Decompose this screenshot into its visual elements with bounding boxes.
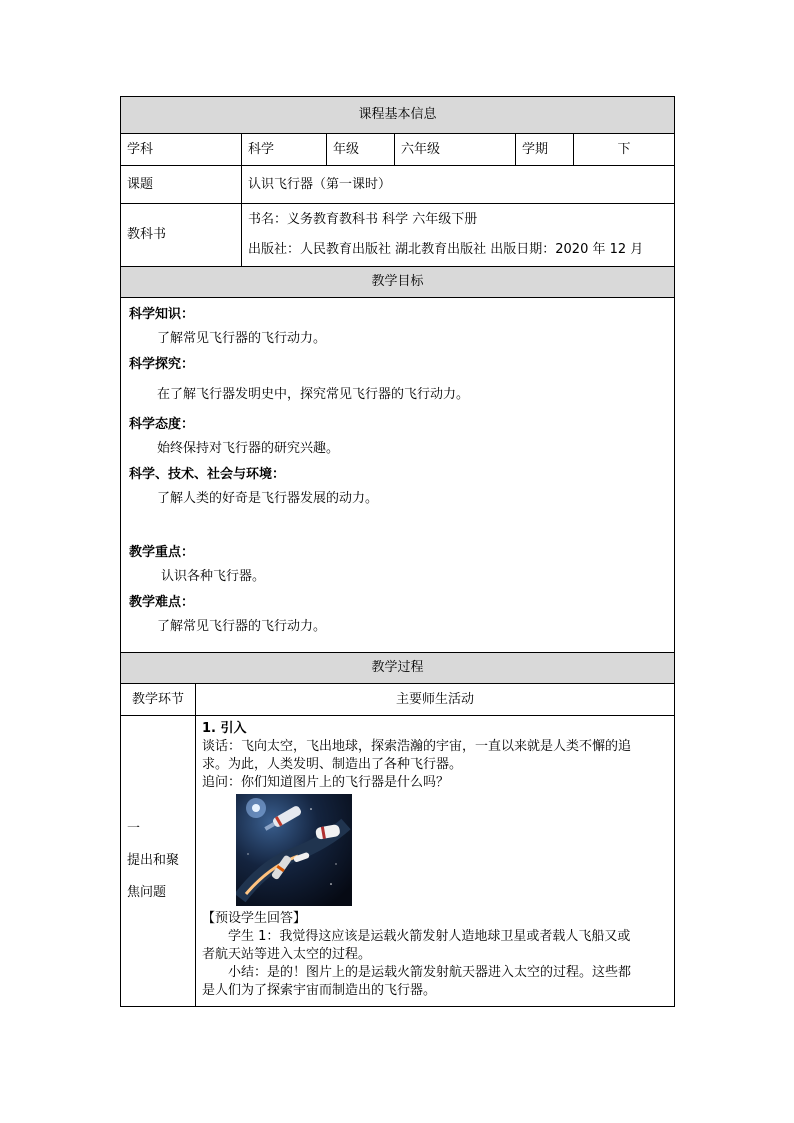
subject-value: 科学 bbox=[242, 134, 327, 166]
textbook-label: 教科书 bbox=[121, 204, 242, 267]
textbook-info bbox=[242, 204, 675, 267]
topic-label: 课题 bbox=[121, 166, 242, 204]
stage-title-line2: 焦问题 bbox=[127, 885, 167, 900]
basic-info-header: 课程基本信息 bbox=[121, 97, 675, 134]
goals-content bbox=[121, 298, 675, 653]
talk-line2: 求。为此，人类发明、制造出了各种飞行器。 bbox=[202, 757, 463, 772]
activity-cell bbox=[196, 716, 675, 1007]
inquiry-label: 科学探究： bbox=[129, 357, 195, 372]
grade-label: 年级 bbox=[327, 134, 395, 166]
term-value: 下 bbox=[574, 134, 675, 166]
talk-line1: 谈话：飞向太空，飞出地球，探索浩瀚的宇宙，一直以来就是人类不懈的追 bbox=[202, 739, 632, 754]
topic-value: 认识飞行器（第一课时） bbox=[242, 166, 675, 204]
goals-header: 教学目标 bbox=[121, 267, 675, 298]
stse-text: 了解人类的好奇是飞行器发展的动力。 bbox=[157, 491, 379, 506]
summary-line1: 小结：是的！图片上的是运载火箭发射航天器进入太空的过程。这些都 bbox=[228, 965, 632, 980]
key-point-label: 教学重点： bbox=[129, 545, 195, 560]
summary-line2: 是人们为了探索宇宙而制造出的飞行器。 bbox=[202, 983, 437, 998]
subject-label: 学科 bbox=[121, 134, 242, 166]
term-label: 学期 bbox=[516, 134, 574, 166]
stage-column-header: 教学环节 bbox=[121, 684, 196, 716]
difficulty-label: 教学难点： bbox=[129, 595, 195, 610]
preset-heading: 【预设学生回答】 bbox=[202, 911, 307, 926]
step-title: 1. 引入 bbox=[202, 721, 247, 736]
grade-value: 六年级 bbox=[395, 134, 516, 166]
knowledge-text: 了解常见飞行器的飞行动力。 bbox=[157, 331, 327, 346]
inquiry-text: 在了解飞行器发明史中，探究常见飞行器的飞行动力。 bbox=[157, 387, 470, 402]
student-answer-line2: 者航天站等进入太空的过程。 bbox=[202, 947, 372, 962]
lesson-table bbox=[120, 96, 675, 1007]
stse-label: 科学、技术、社会与环境： bbox=[129, 467, 286, 482]
student-answer-line1: 学生 1：我觉得这应该是运载火箭发射人造地球卫星或者载人飞船又或 bbox=[228, 929, 631, 944]
knowledge-label: 科学知识： bbox=[129, 307, 195, 322]
process-header: 教学过程 bbox=[121, 653, 675, 684]
attitude-text: 始终保持对飞行器的研究兴趣。 bbox=[157, 441, 340, 456]
stage-number: 一 bbox=[127, 821, 141, 836]
stage-title-line1: 提出和聚 bbox=[127, 853, 180, 868]
stage-cell bbox=[121, 716, 196, 1007]
activity-column-header: 主要师生活动 bbox=[196, 684, 675, 716]
textbook-title: 书名：义务教育教科书 科学 六年级下册 bbox=[248, 212, 478, 227]
textbook-publisher: 出版社：人民教育出版社 湖北教育出版社 出版日期：2020 年 12 月 bbox=[248, 242, 644, 257]
ask-line: 追问：你们知道图片上的飞行器是什么吗？ bbox=[202, 775, 450, 790]
rocket-launch-image bbox=[236, 794, 352, 906]
difficulty-text: 了解常见飞行器的飞行动力。 bbox=[157, 619, 327, 634]
attitude-label: 科学态度： bbox=[129, 417, 195, 432]
key-point-text: 认识各种飞行器。 bbox=[161, 569, 266, 584]
